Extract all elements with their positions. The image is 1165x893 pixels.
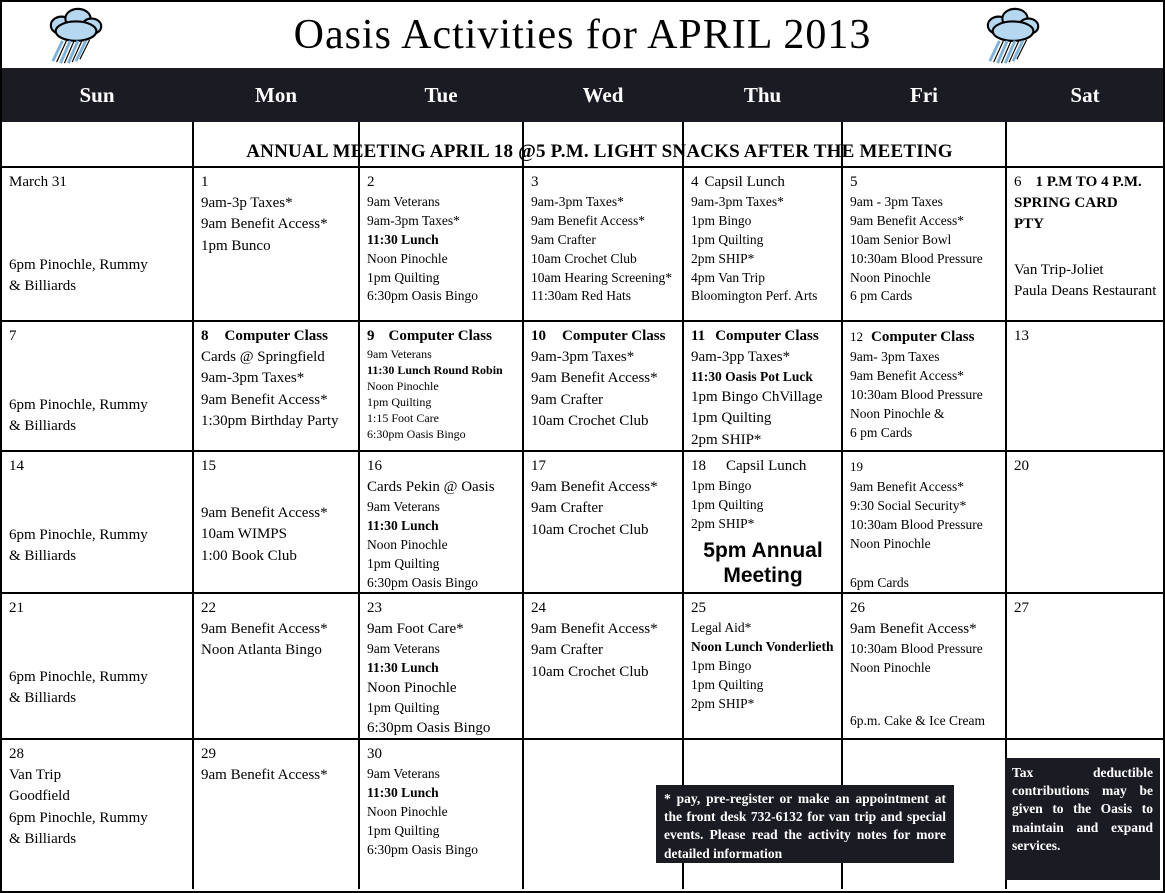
event-line: 9am Crafter — [531, 642, 604, 659]
event-line: 1:00 Book Club — [201, 547, 297, 564]
event-line: Noon Pinochle — [367, 378, 439, 393]
day-number: 5 — [850, 174, 858, 190]
day-cell-21 — [2, 594, 192, 738]
cell-head — [1014, 598, 1157, 619]
event-line: 9am Benefit Access* — [201, 621, 328, 637]
day-header-tue: Tue — [424, 82, 458, 107]
event-line: Noon Pinochle — [850, 269, 931, 285]
event-line: 9am Benefit Access* — [850, 479, 964, 494]
banner-cell — [360, 122, 522, 166]
day-cell-3 — [524, 168, 682, 320]
day-cell-27 — [1007, 594, 1163, 738]
event-line: 6pm Pinochle, Rummy — [9, 397, 148, 413]
event-line: Noon Pinochle — [367, 537, 448, 553]
event-line: 10am Senior Bowl — [850, 231, 952, 247]
day-number: 3 — [531, 174, 539, 190]
event-line: Bloomington Perf. Arts — [691, 288, 818, 304]
event-line: 6pm Cards — [850, 574, 909, 590]
day-cell-19 — [843, 452, 1005, 592]
cell-head — [9, 744, 186, 765]
event-line: 5pm Annual Meeting — [703, 538, 823, 587]
cell-head — [531, 598, 676, 619]
cell-head — [201, 598, 352, 619]
annual-meeting-banner: ANNUAL MEETING APRIL 18 @5 P.M. LIGHT SNACKS AFTER THE MEETING — [246, 141, 953, 162]
event-line: 10am Hearing Screening* — [531, 269, 672, 285]
day-header-sat: Sat — [1070, 82, 1100, 107]
day-number: 18 — [691, 458, 706, 474]
cell-head — [367, 744, 516, 765]
cell-head — [850, 598, 999, 619]
event-line: 6pm Pinochle, Rummy — [9, 527, 148, 543]
event-line: 9am Benefit Access* — [201, 391, 328, 408]
event-line: & Billiards — [9, 418, 77, 435]
event-line: 1pm Quilting — [367, 700, 440, 716]
day-number: 2 — [367, 174, 375, 190]
day-number: 7 — [9, 328, 17, 344]
day-heading: Capsil Lunch — [704, 174, 785, 190]
cell-head — [691, 326, 835, 347]
event-line: 9am-3pp Taxes* — [691, 349, 791, 365]
day-cell-15 — [194, 452, 358, 592]
event-line: 9am Benefit Access* — [531, 479, 658, 495]
registration-footnote: * pay, pre-register or make an appointment at the front desk 732-6132 for van trip and special events. Please read the activity notes for more detailed information — [656, 785, 954, 863]
banner-cell — [843, 122, 1005, 166]
event-line: 1pm Quilting — [691, 231, 764, 247]
event-line: 9am Veterans — [367, 641, 440, 657]
day-cell-2 — [360, 168, 522, 320]
event-line: 6pm Pinochle, Rummy — [9, 669, 148, 685]
event-line: 9am Benefit Access* — [850, 212, 964, 228]
event-line: 2pm SHIP* — [691, 250, 755, 266]
day-heading: Computer Class — [224, 328, 328, 344]
day-number: March 31 — [9, 174, 67, 190]
day-cell-17 — [524, 452, 682, 592]
event-line: 9am Benefit Access* — [531, 370, 658, 387]
day-cell-29 — [194, 740, 358, 889]
cell-head — [367, 598, 516, 619]
event-line: SPRING CARD — [1014, 195, 1118, 211]
day-cell-30 — [360, 740, 522, 889]
banner-cell — [2, 122, 192, 166]
event-line: 9am Benefit Access* — [850, 367, 964, 383]
event-line: 9am-3pm Taxes* — [531, 349, 635, 365]
event-line: 2pm SHIP* — [691, 515, 755, 531]
day-cell-18 — [684, 452, 841, 592]
day-number: 15 — [201, 458, 216, 474]
event-line: Noon Pinochle — [367, 680, 457, 697]
event-line: 2pm SHIP* — [691, 695, 755, 711]
cell-head — [531, 456, 676, 477]
cell-head — [367, 326, 516, 347]
day-cell-4 — [684, 168, 841, 320]
tax-deductible-note: Tax deductible contributions may be given to the Oasis to maintain and expand services. — [1005, 758, 1160, 880]
event-line: Goodfield — [9, 788, 70, 805]
event-line: 9am Veterans — [367, 194, 440, 209]
event-line: 10:30am Blood Pressure — [850, 641, 983, 657]
event-line: 1pm Bunco — [201, 237, 271, 254]
event-line: 9am-3p Taxes* — [201, 195, 293, 211]
day-header-mon: Mon — [255, 82, 297, 107]
calendar-grid — [2, 168, 1163, 889]
day-number: 8 — [201, 328, 209, 344]
title-bar — [2, 2, 1163, 68]
event-line: 9am Veterans — [367, 499, 440, 515]
day-cell-24 — [524, 594, 682, 738]
day-number: 1 — [201, 174, 209, 190]
day-number: 28 — [9, 746, 24, 762]
day-cell-13 — [1007, 322, 1163, 450]
cell-head — [201, 744, 352, 765]
day-header-sun: Sun — [79, 82, 115, 107]
day-cell-5 — [843, 168, 1005, 320]
event-line: 1pm Bingo — [691, 478, 752, 493]
banner-cell — [1007, 122, 1163, 166]
day-number: 10 — [531, 328, 546, 344]
event-line: 1pm Quilting — [691, 496, 764, 512]
event-line: 9am Benefit Access* — [201, 505, 328, 521]
event-line: 10am Crochet Club — [531, 663, 649, 680]
cell-head — [531, 172, 676, 193]
cell-head — [9, 326, 186, 347]
cell-head — [9, 456, 186, 477]
event-line: 11:30 Lunch — [367, 518, 439, 534]
day-header-fri: Fri — [910, 82, 938, 107]
event-line: PTY — [1014, 216, 1044, 233]
event-line: 9am - 3pm Taxes — [850, 194, 943, 209]
day-number: 24 — [531, 600, 546, 616]
event-line: 9am Benefit Access* — [850, 621, 977, 637]
day-cell-26 — [843, 594, 1005, 738]
cell-head — [9, 172, 186, 193]
event-line: 11:30 Oasis Pot Luck — [691, 369, 813, 385]
event-line: 4pm Van Trip — [691, 269, 766, 285]
event-line: 6p.m. Cake & Ice Cream — [850, 713, 985, 729]
day-number: 27 — [1014, 600, 1029, 616]
event-line: 11:30am Red Hats — [531, 288, 631, 304]
cell-head — [850, 456, 999, 478]
event-line: 1:30pm Birthday Party — [201, 412, 339, 429]
event-line: 6:30pm Oasis Bingo — [367, 720, 491, 737]
day-cell-6 — [1007, 168, 1163, 320]
day-number: 13 — [1014, 328, 1029, 344]
event-line: 9am Veterans — [367, 347, 432, 361]
day-cell-23 — [360, 594, 522, 738]
cell-head — [201, 172, 352, 193]
day-number: 17 — [531, 458, 546, 474]
event-line: & Billiards — [9, 830, 77, 847]
day-cell-12 — [843, 322, 1005, 450]
day-of-week-bar — [2, 68, 1163, 122]
cell-head — [367, 172, 516, 193]
banner-cell — [684, 122, 841, 166]
event-line: 9am-3pm Taxes* — [531, 194, 624, 209]
event-line: 11:30 Lunch — [367, 231, 439, 247]
event-line: 10:30am Blood Pressure — [850, 250, 983, 266]
event-line: 9am Veterans — [367, 766, 440, 781]
event-line: Noon Pinochle — [850, 535, 931, 551]
event-line: 1pm Quilting — [367, 822, 440, 838]
day-cell-20 — [1007, 452, 1163, 592]
day-number: 4 — [691, 174, 699, 190]
day-cell-28 — [2, 740, 192, 889]
rain-cloud-icon — [977, 5, 1051, 72]
event-line: Noon Pinochle — [367, 250, 448, 266]
cell-head — [1014, 326, 1157, 347]
event-line: 9am Benefit Access* — [531, 621, 658, 637]
event-line: 9am Benefit Access* — [201, 216, 328, 233]
event-line: & Billiards — [9, 278, 77, 295]
event-line: 11:30 Lunch Round Robin — [367, 362, 503, 377]
day-cell-14 — [2, 452, 192, 592]
event-line: 10:30am Blood Pressure — [850, 516, 983, 532]
cell-head — [367, 456, 516, 477]
day-number: 19 — [850, 459, 863, 474]
annual-meeting-banner-row — [2, 122, 1163, 168]
day-heading: Capsil Lunch — [726, 458, 807, 474]
event-line: 11:30 Lunch — [367, 784, 439, 800]
day-cell-10 — [524, 322, 682, 450]
day-cell-1 — [194, 168, 358, 320]
cell-head — [691, 172, 835, 193]
day-header-thu: Thu — [743, 82, 782, 107]
event-line: 9am Crafter — [531, 500, 604, 517]
cell-head — [201, 326, 352, 347]
event-line: 1pm Quilting — [367, 269, 440, 285]
event-line: Noon Atlanta Bingo — [201, 642, 322, 659]
event-line: Legal Aid* — [691, 620, 752, 635]
cell-head — [691, 598, 835, 619]
event-line: 6pm Pinochle, Rummy — [9, 809, 148, 826]
day-heading: Computer Class — [871, 329, 975, 345]
cell-head — [691, 456, 835, 477]
event-line: 6:30pm Oasis Bingo — [367, 841, 479, 857]
day-number: 20 — [1014, 458, 1029, 474]
cell-head — [9, 598, 186, 619]
event-line: 1pm Bingo — [691, 212, 752, 228]
event-line: 6 pm Cards — [850, 288, 913, 304]
day-number: 12 — [850, 329, 863, 344]
cell-head — [850, 172, 999, 193]
event-line: 6 pm Cards — [850, 424, 913, 440]
event-line: 10am Crochet Club — [531, 412, 649, 429]
day-number: 6 — [1014, 174, 1022, 190]
day-cell-16 — [360, 452, 522, 592]
day-number: 29 — [201, 746, 216, 762]
day-cell-25 — [684, 594, 841, 738]
event-line: Noon Lunch Vonderlieth — [691, 638, 834, 654]
event-line: Noon Pinochle — [367, 803, 448, 819]
event-line: 9am Foot Care* — [367, 621, 464, 637]
event-line: Paula Deans Restaurant — [1014, 282, 1157, 299]
day-cell-march-31 — [2, 168, 192, 320]
cell-head — [1014, 456, 1157, 477]
day-cell-7 — [2, 322, 192, 450]
event-line: Cards @ Springfield — [201, 349, 325, 365]
event-line: 1pm Quilting — [367, 394, 432, 409]
day-cell-9 — [360, 322, 522, 450]
event-line: 6:30pm Oasis Bingo — [367, 574, 479, 590]
day-cell-8 — [194, 322, 358, 450]
event-line: 1pm Bingo — [691, 657, 752, 673]
event-line: 1:15 Foot Care — [367, 410, 439, 425]
event-line: 1pm Bingo ChVillage — [691, 389, 823, 406]
day-cell-22 — [194, 594, 358, 738]
event-line: Van Trip — [9, 767, 62, 783]
banner-cell — [524, 122, 682, 166]
event-line: 10am Crochet Club — [531, 250, 637, 266]
event-line: 9am-3pm Taxes* — [201, 370, 305, 387]
event-line: 10am Crochet Club — [531, 521, 649, 538]
event-line: 1pm Quilting — [691, 410, 772, 427]
banner-cell — [194, 122, 358, 166]
day-header-wed: Wed — [582, 82, 624, 107]
event-line: 1pm Quilting — [367, 555, 440, 571]
day-heading: Computer Class — [388, 328, 492, 344]
event-line: Van Trip-Joliet — [1014, 261, 1104, 278]
day-heading: Computer Class — [562, 328, 666, 344]
day-cell-11 — [684, 322, 841, 450]
day-number: 14 — [9, 458, 24, 474]
event-line: 1pm Quilting — [691, 676, 764, 692]
event-line: 9:30 Social Security* — [850, 497, 967, 513]
rain-cloud-icon — [40, 5, 114, 72]
event-line: 2pm SHIP* — [691, 431, 762, 448]
event-line: 6:30pm Oasis Bingo — [367, 426, 466, 441]
day-heading: 1 P.M TO 4 P.M. — [1035, 174, 1142, 190]
day-heading: Computer Class — [715, 328, 819, 344]
event-line: & Billiards — [9, 690, 77, 707]
day-number: 9 — [367, 328, 375, 344]
event-line: 9am Crafter — [531, 231, 596, 247]
day-number: 23 — [367, 600, 382, 616]
event-line: 9am Benefit Access* — [201, 767, 328, 783]
cell-head — [850, 326, 999, 348]
day-number: 30 — [367, 746, 382, 762]
day-number: 11 — [691, 328, 706, 344]
event-line: 9am- 3pm Taxes — [850, 349, 940, 364]
day-number: 21 — [9, 600, 24, 616]
cell-head — [1014, 172, 1157, 193]
event-line: 9am Crafter — [531, 391, 604, 408]
day-number: 26 — [850, 600, 865, 616]
event-line: Noon Pinochle & — [850, 405, 945, 421]
event-line: Cards Pekin @ Oasis — [367, 479, 495, 495]
cell-head — [531, 326, 676, 347]
day-number: 16 — [367, 458, 382, 474]
event-line: 9am-3pm Taxes* — [367, 212, 460, 228]
event-line: 9am-3pm Taxes* — [691, 194, 784, 209]
event-line: & Billiards — [9, 548, 77, 565]
event-line: 10am WIMPS — [201, 526, 287, 543]
day-number: 25 — [691, 600, 706, 616]
event-line: 9am Benefit Access* — [531, 212, 645, 228]
cell-head — [201, 456, 352, 477]
event-line: 6:30pm Oasis Bingo — [367, 288, 479, 304]
page-title: Oasis Activities for APRIL 2013 — [293, 12, 872, 58]
day-number: 22 — [201, 600, 216, 616]
event-line: 6pm Pinochle, Rummy — [9, 257, 148, 273]
event-line: Noon Pinochle — [850, 660, 931, 676]
event-line: 10:30am Blood Pressure — [850, 386, 983, 402]
event-line: 11:30 Lunch — [367, 660, 439, 676]
